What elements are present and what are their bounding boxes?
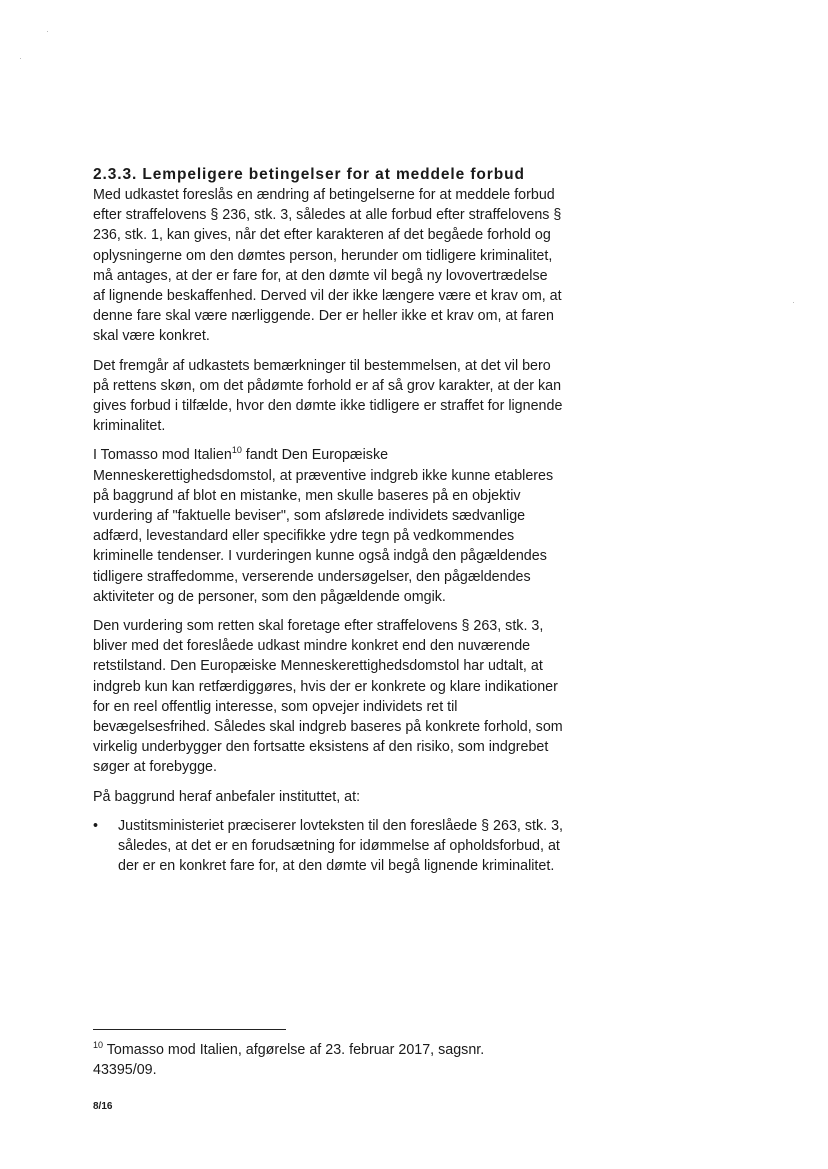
scan-speck	[20, 58, 21, 59]
paragraph-1: Med udkastet foreslås en ændring af betingelserne for at meddele forbud efter straffelovens § 236, stk. 3, således at alle forbud efter straffelovens § 236, stk. 1, kan gives, når det efter karakteren af det begåede forhold og oplysningerne om den dømtes person, herunder om tidligere kriminalitet, må antages, at der er fare for, at den dømte vil begå ny lovovertrædelse af lignende beskaffenhed. Derved vil der ikke længere være et krav om, at denne fare skal være nærliggende. Der er heller ikke et krav om, at faren skal være konkret.	[93, 187, 562, 345]
scan-speck	[793, 302, 794, 303]
paragraph-5: På baggrund heraf anbefaler instituttet, at:	[93, 788, 361, 805]
paragraph-3	[93, 445, 563, 607]
recommendation-list	[93, 816, 563, 877]
paragraph-3-lead: I Tomasso mod Italien	[93, 447, 232, 464]
main-content	[93, 165, 563, 877]
paragraph-2: Det fremgår af udkastets bemærkninger til bestemmelsen, at det vil bero på rettens skøn, om det pådømte forhold er af så grov karakter, at der kan gives forbud i tilfælde, hvor den dømte ikke tidligere er straffet for lignende kriminalitet.	[93, 357, 563, 435]
footnote-separator	[93, 1029, 286, 1030]
paragraph-4: Den vurdering som retten skal foretage efter straffelovens § 263, stk. 3, bliver med det foreslåede udkast mindre konkret end den nuværende retstilstand. Den Europæiske Menneskerettighedsdomstol har udtalt, at indgreb kun kan retfærdiggøres, hvis der er konkrete og klare indikationer for en reel offentlig interesse, som opvejer individets ret til bevægelsesfrihed. Således skal indgreb baseres på konkrete forhold, som virkelig underbygger den fortsatte eksistens af den risiko, som indgrebet søger at forebygge.	[93, 618, 563, 776]
footnote-number: 10	[93, 1040, 104, 1050]
footnote	[93, 1040, 533, 1080]
bullet-icon: •	[93, 817, 99, 834]
footnote-text: Tomasso mod Italien, afgørelse af 23. februar 2017, sagsnr. 43395/09.	[93, 1042, 485, 1078]
footnote-reference[interactable]: 10	[231, 445, 242, 456]
page-number: 8/16	[93, 1101, 113, 1112]
list-item	[93, 816, 563, 877]
list-item-text: Justitsministeriet præciserer lovteksten til den foreslåede § 263, stk. 3, således, at det er en forudsætning for idømmelse af opholdsforbud, at der er en konkret fare for, at den dømte vil begå lignende kriminalitet.	[118, 817, 563, 875]
scan-speck	[47, 31, 48, 32]
section-heading: 2.3.3. Lempeligere betingelser for at meddele forbud	[93, 166, 525, 183]
paragraph-3-body: fandt Den Europæiske Menneskerettighedsdomstol, at præventive indgreb ikke kunne etableres på baggrund af blot en mistanke, men skulle baseres på en objektiv vurdering af "faktuelle beviser", som afslørede individets sædvanlige adfærd, levestandard eller specifikke ydre tegn på vedkommendes kriminelle tendenser. I vurderingen kunne også indgå den pågældendes tidligere straffedomme, verserende undersøgelser, den pågældendes aktiviteter og de personer, som den pågældende omgik.	[93, 447, 554, 605]
